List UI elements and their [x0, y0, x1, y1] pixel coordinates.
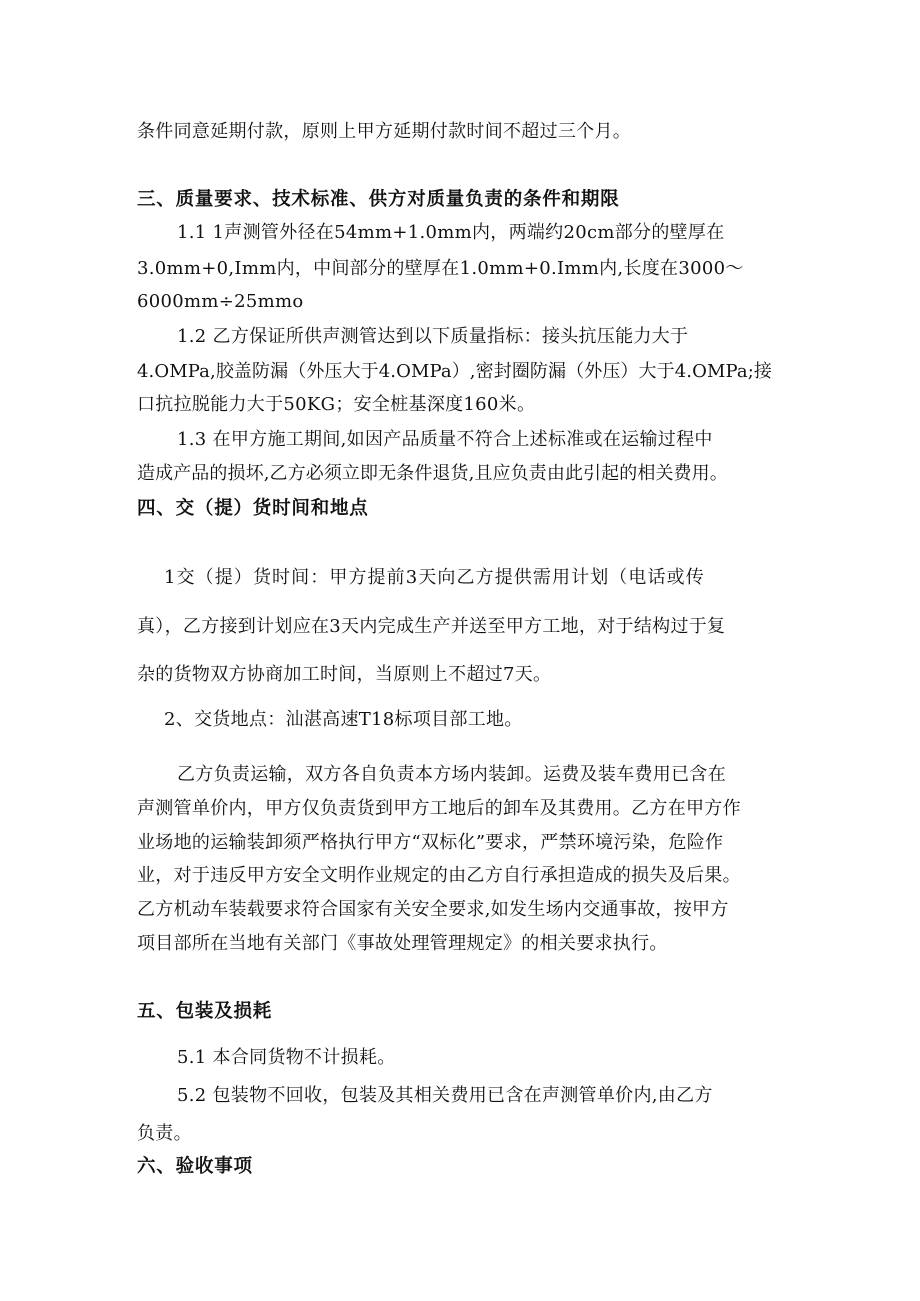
clause-1-1: 1.1 1声测管外径在54mm+1.0mm内，两端约20cm部分的壁厚在: [177, 222, 725, 243]
clause-1-3: 1.3 在甲方施工期间,如因产品质量不符合上述标准或在运输过程中: [177, 429, 713, 450]
paragraph-line: 条件同意延期付款，原则上甲方延期付款时间不超过三个月。: [137, 121, 632, 142]
paragraph-line: 乙方机动车装载要求符合国家有关安全要求,如发生场内交通事故，按甲方: [137, 899, 729, 920]
paragraph-line: 6000mm÷25mmo: [137, 291, 304, 312]
transport-paragraph: 乙方负责运输，双方各自负责本方场内装卸。运费及装车费用已含在: [177, 764, 726, 785]
paragraph-line: 项目部所在当地有关部门《事故处理管理规定》的相关要求执行。: [137, 933, 668, 954]
paragraph-line: 业，对于违反甲方安全文明作业规定的由乙方自行承担造成的损失及后果。: [137, 865, 741, 886]
section-heading-acceptance: 六、验收事项: [137, 1156, 253, 1177]
clause-5-2: 5.2 包装物不回收，包装及其相关费用已含在声测管单价内,由乙方: [177, 1085, 713, 1106]
paragraph-line: 业场地的运输装卸须严格执行甲方“双标化”要求，严禁环境污染，危险作: [137, 832, 724, 853]
paragraph-line: 负责。: [137, 1123, 192, 1144]
paragraph-line: 声测管单价内，甲方仅负责货到甲方工地后的卸车及其费用。乙方在甲方作: [137, 798, 741, 819]
section-heading-delivery: 四、交（提）货时间和地点: [137, 498, 369, 519]
paragraph-line: 造成产品的损坏,乙方必须立即无条件退货,且应负责由此引起的相关费用。: [137, 463, 728, 484]
paragraph-line: 口抗拉脱能力大于50KG；安全桩基深度160米。: [137, 394, 536, 415]
section-heading-packaging: 五、包装及损耗: [137, 1001, 273, 1022]
paragraph-line: 3.0mm+0,Imm内，中间部分的壁厚在1.0mm+0.Imm内,长度在3000～: [137, 258, 744, 279]
clause-5-1: 5.1 本合同货物不计损耗。: [177, 1047, 396, 1068]
paragraph-line: 真），乙方接到计划应在3天内完成生产并送至甲方工地，对于结构过于复: [137, 616, 726, 637]
section-heading-quality: 三、质量要求、技术标准、供方对质量负责的条件和期限: [137, 189, 620, 210]
clause-1-2: 1.2 乙方保证所供声测管达到以下质量指标：接头抗压能力大于: [177, 326, 689, 347]
delivery-time-item: 1交（提）货时间：甲方提前3天向乙方提供需用计划（电话或传: [164, 567, 705, 588]
paragraph-line: 4.OMPa,胶盖防漏（外压大于4.OMPa）,密封圈防漏（外压）大于4.OMPa;接: [137, 361, 772, 382]
paragraph-line: 杂的货物双方协商加工时间，当原则上不超过7天。: [137, 664, 552, 685]
delivery-location-item: 2、交货地点：汕湛高速T18标项目部工地。: [164, 709, 523, 730]
